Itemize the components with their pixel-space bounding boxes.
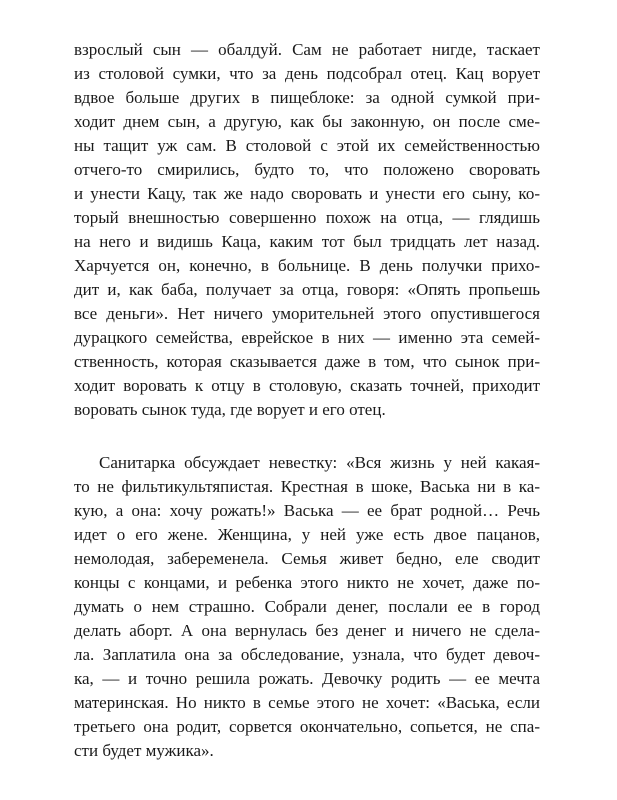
text-line: ходит днем сын, а другую, как бы законную, он после сме- [74, 112, 540, 131]
text-line: то не фильтикультяпистая. Крестная в шоке, Васька ни в ка- [74, 477, 540, 496]
text-line: немолодая, забеременела. Семья живет бедно, еле сводит [74, 549, 540, 568]
text-line: третьего она родит, сорвется окончательно, сопьется, не спа- [74, 717, 540, 736]
text-line: ходит воровать к отцу в столовую, сказать точней, приходит [74, 376, 540, 395]
text-line: вдвое больше других в пищеблоке: за одной сумкой при- [74, 88, 540, 107]
text-line: торый внешностью совершенно похож на отца, — глядишь [74, 208, 540, 227]
text-line: ны тащит уж сам. В столовой с этой их семейственностью [74, 136, 540, 155]
text-line: ка, — и точно решила рожать. Девочку родить — ее мечта [74, 669, 540, 688]
text-line: идет о его жене. Женщина, у ней уже есть двое пацанов, [74, 525, 540, 544]
text-line: Санитарка обсуждает невестку: «Вся жизнь у ней какая- [99, 453, 540, 472]
text-line: и унести Кацу, так же надо своровать и унести его сыну, ко- [74, 184, 540, 203]
text-line: воровать сынок туда, где ворует и его отец. [74, 400, 386, 419]
text-line: кую, а она: хочу рожать!» Васька — ее брат родной… Речь [74, 501, 540, 520]
text-line: взрослый сын — обалдуй. Сам не работает нигде, таскает [74, 40, 540, 59]
text-line: дит и, как баба, получает за отца, говоря: «Опять пропьешь [74, 280, 540, 299]
text-line: ственность, которая сказывается даже в том, что сынок при- [74, 352, 540, 371]
text-line: на него и видишь Каца, каким тот был тридцать лет назад. [74, 232, 540, 251]
text-line: делать аборт. А она вернулась без денег и ничего не сдела- [74, 621, 540, 640]
text-line: Харчуется он, конечно, в больнице. В день получки прихо- [74, 256, 540, 275]
text-line: отчего-то смирились, будто то, что положено своровать [74, 160, 540, 179]
text-line: сти будет мужика». [74, 741, 214, 760]
text-line: дурацкого семейства, еврейское в них — именно эта семей- [74, 328, 540, 347]
text-line: все деньги». Нет ничего уморительней этого опустившегося [74, 304, 540, 323]
text-line: ла. Заплатила она за обследование, узнала, что будет девоч- [74, 645, 540, 664]
text-line: материнская. Но никто в семье этого не хочет: «Васька, если [74, 693, 540, 712]
text-line: концы с концами, и ребенка этого никто не хочет, даже по- [74, 573, 540, 592]
text-line: из столовой сумки, что за день подсобрал отец. Кац ворует [74, 64, 540, 83]
text-line: думать о нем страшно. Собрали денег, послали ее в город [74, 597, 540, 616]
